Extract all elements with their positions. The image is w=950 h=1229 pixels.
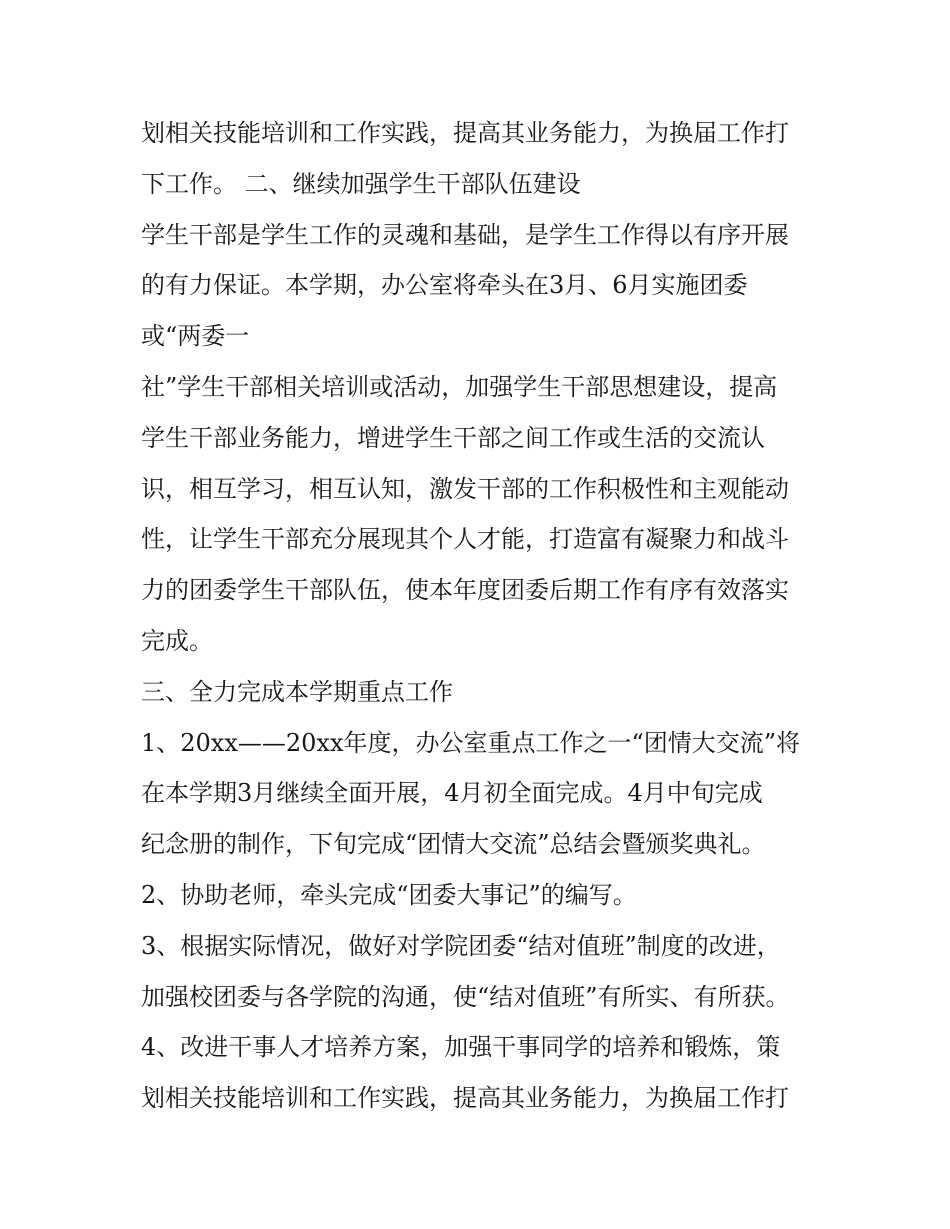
section-heading: 三、全力完成本学期重点工作: [141, 677, 453, 706]
text-line: 下工作。 二、继续加强学生干部队伍建设: [141, 169, 581, 198]
text-line: 纪念册的制作，下旬完成“团情大交流”总结会暨颁奖典礼。: [141, 830, 766, 859]
text-line: 识，相互学习，相互认知，激发干部的工作积极性和主观能动: [141, 474, 789, 503]
text-line: 学生干部是学生工作的灵魂和基础，是学生工作得以有序开展: [141, 220, 789, 249]
text-line: 2、协助老师，牵头完成“团委大事记”的编写。: [141, 880, 637, 909]
text-line: 力的团委学生干部队伍，使本年度团委后期工作有序有效落实: [141, 576, 789, 605]
text-line: 3、根据实际情况，做好对学院团委“结对值班”制度的改进，: [141, 931, 781, 960]
text-line: 在本学期3月继续全面开展，4月初全面完成。4月中旬完成: [141, 779, 763, 808]
text-line: 的有力保证。本学期，办公室将牵头在3月、6月实施团委: [141, 271, 748, 300]
text-line: 完成。: [141, 626, 213, 655]
text-line: 划相关技能培训和工作实践，提高其业务能力，为换届工作打: [141, 1084, 789, 1113]
text-line: 划相关技能培训和工作实践，提高其业务能力，为换届工作打: [141, 119, 789, 147]
text-line: 学生干部业务能力，增进学生干部之间工作或生活的交流认: [141, 423, 765, 452]
text-line: 加强校团委与各学院的沟通，使“结对值班”有所实、有所获。: [141, 982, 790, 1011]
text-line: 4、改进干事人才培养方案，加强干事同学的培养和锻炼，策: [141, 1033, 781, 1062]
text-line: 或“两委一: [141, 322, 250, 351]
text-line: 社”学生干部相关培训或活动，加强学生干部思想建设，提高: [141, 372, 778, 401]
text-line: 1、20xx——20xx年度，办公室重点工作之一“团情大交流”将: [141, 728, 801, 757]
document-body: [141, 108, 841, 1124]
text-line: 性，让学生干部充分展现其个人才能，打造富有凝聚力和战斗: [141, 525, 789, 554]
